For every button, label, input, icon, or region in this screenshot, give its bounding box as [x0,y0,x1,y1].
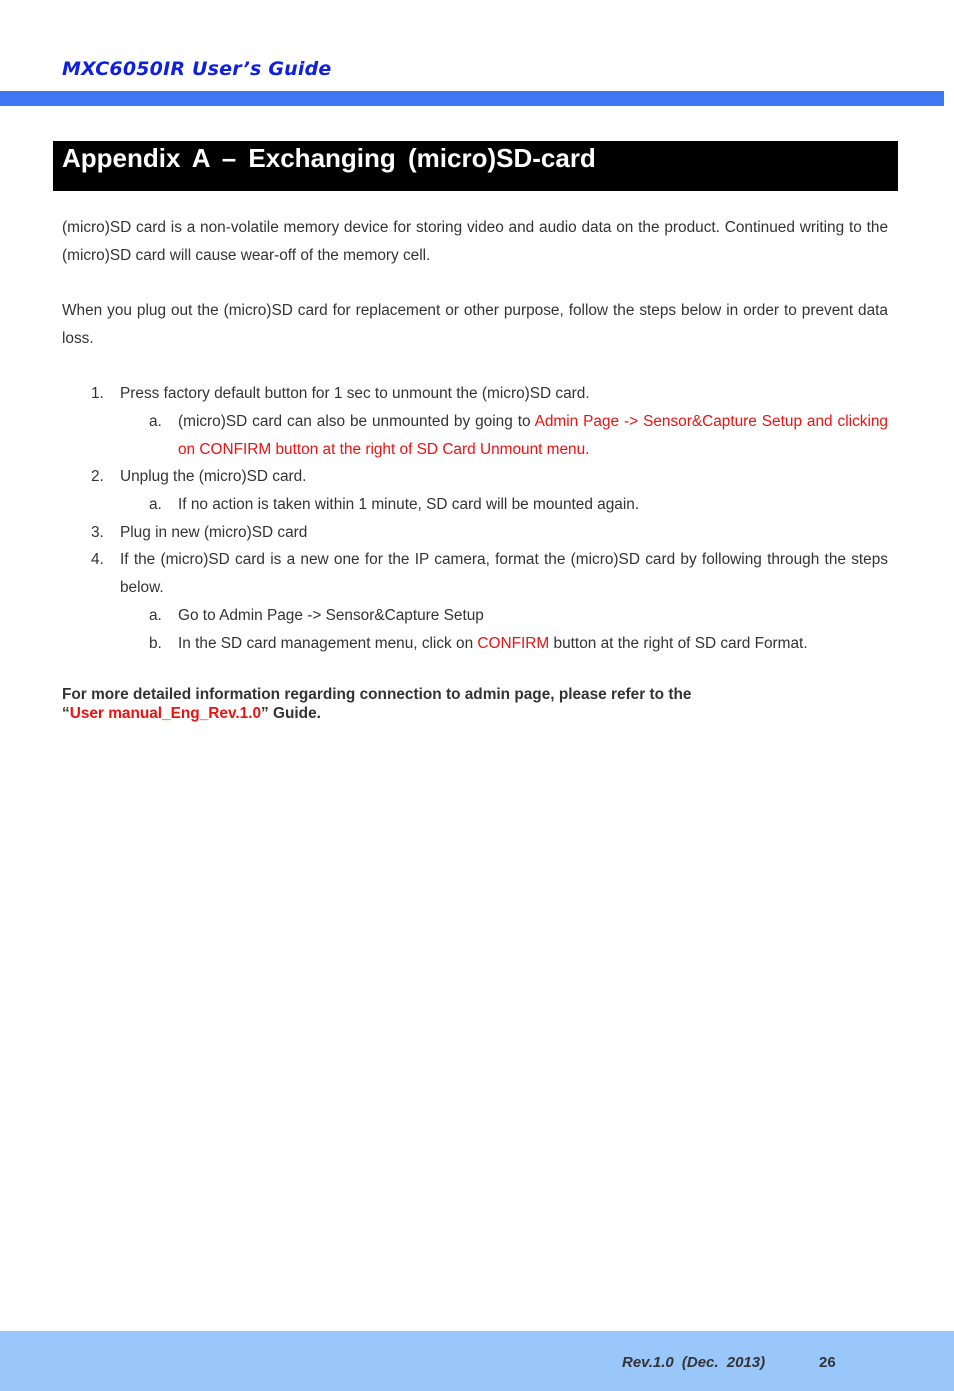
substep-text: (micro)SD card can also be unmounted by going to [178,412,535,430]
step-number: 1. [91,385,104,403]
substep-letter: b. [149,634,162,652]
substep-text: In the SD card management menu, click on [178,634,478,652]
list-item [62,463,888,518]
quote-open: “ [62,704,70,722]
reference-note-guide-line [62,705,888,724]
substeps-list [120,491,888,519]
step-number: 4. [91,551,104,569]
substep-letter: a. [149,412,162,430]
instructions-paragraph: When you plug out the (micro)SD card for replacement or other purpose, follow the steps below in order to prevent data loss. [62,302,888,347]
step-number: 2. [91,468,104,486]
appendix-heading: Appendix A – Exchanging (micro)SD-card [53,141,898,191]
reference-note-line: For more detailed information regarding connection to admin page, please refer to the [62,686,692,703]
substep-letter: a. [149,606,162,624]
list-item [62,519,888,547]
list-item [62,546,888,657]
list-item [120,408,888,463]
page-number: 26 [819,1354,836,1371]
list-item [120,602,888,630]
list-item [120,491,888,519]
reference-note [62,686,888,723]
steps-list [62,380,888,657]
substep-text: Go to Admin Page -> Sensor&Capture Setup [178,606,484,624]
substep-text: If no action is taken within 1 minute, SD card will be mounted again. [178,496,640,513]
header-divider-bar [0,91,944,106]
substeps-list [120,408,888,463]
substep-letter: a. [149,496,162,513]
list-item [120,630,888,658]
quote-close-suffix: ” Guide. [261,704,321,722]
substeps-list [120,602,888,657]
user-manual-reference: User manual_Eng_Rev.1.0 [69,704,262,722]
step-text: Press factory default button for 1 sec to unmount the (micro)SD card. [120,385,590,403]
step-text: If the (micro)SD card is a new one for the IP camera, format the (micro)SD card by following through the steps below. [120,551,888,597]
confirm-highlight-text: CONFIRM [477,634,550,652]
footer-bar [0,1331,954,1391]
step-number: 3. [91,523,104,541]
step-text: Plug in new (micro)SD card [120,523,308,541]
document-body [62,214,888,657]
document-header-title: MXC6050IR User’s Guide [62,58,332,80]
intro-paragraph: (micro)SD card is a non-volatile memory device for storing video and audio data on the product. Continued writing to the (micro)SD card will cause wear-off of the memory cell. [62,219,888,264]
substep-text-suffix: button at the right of SD card Format. [549,634,808,652]
substep-highlight-text: Admin Page -> Sensor&Capture Setup and clicking on CONFIRM button at the right of SD Card Unmount menu. [178,412,888,458]
list-item [62,380,888,463]
footer-revision: Rev.1.0 (Dec. 2013) [622,1354,766,1371]
step-text: Unplug the (micro)SD card. [120,468,307,486]
